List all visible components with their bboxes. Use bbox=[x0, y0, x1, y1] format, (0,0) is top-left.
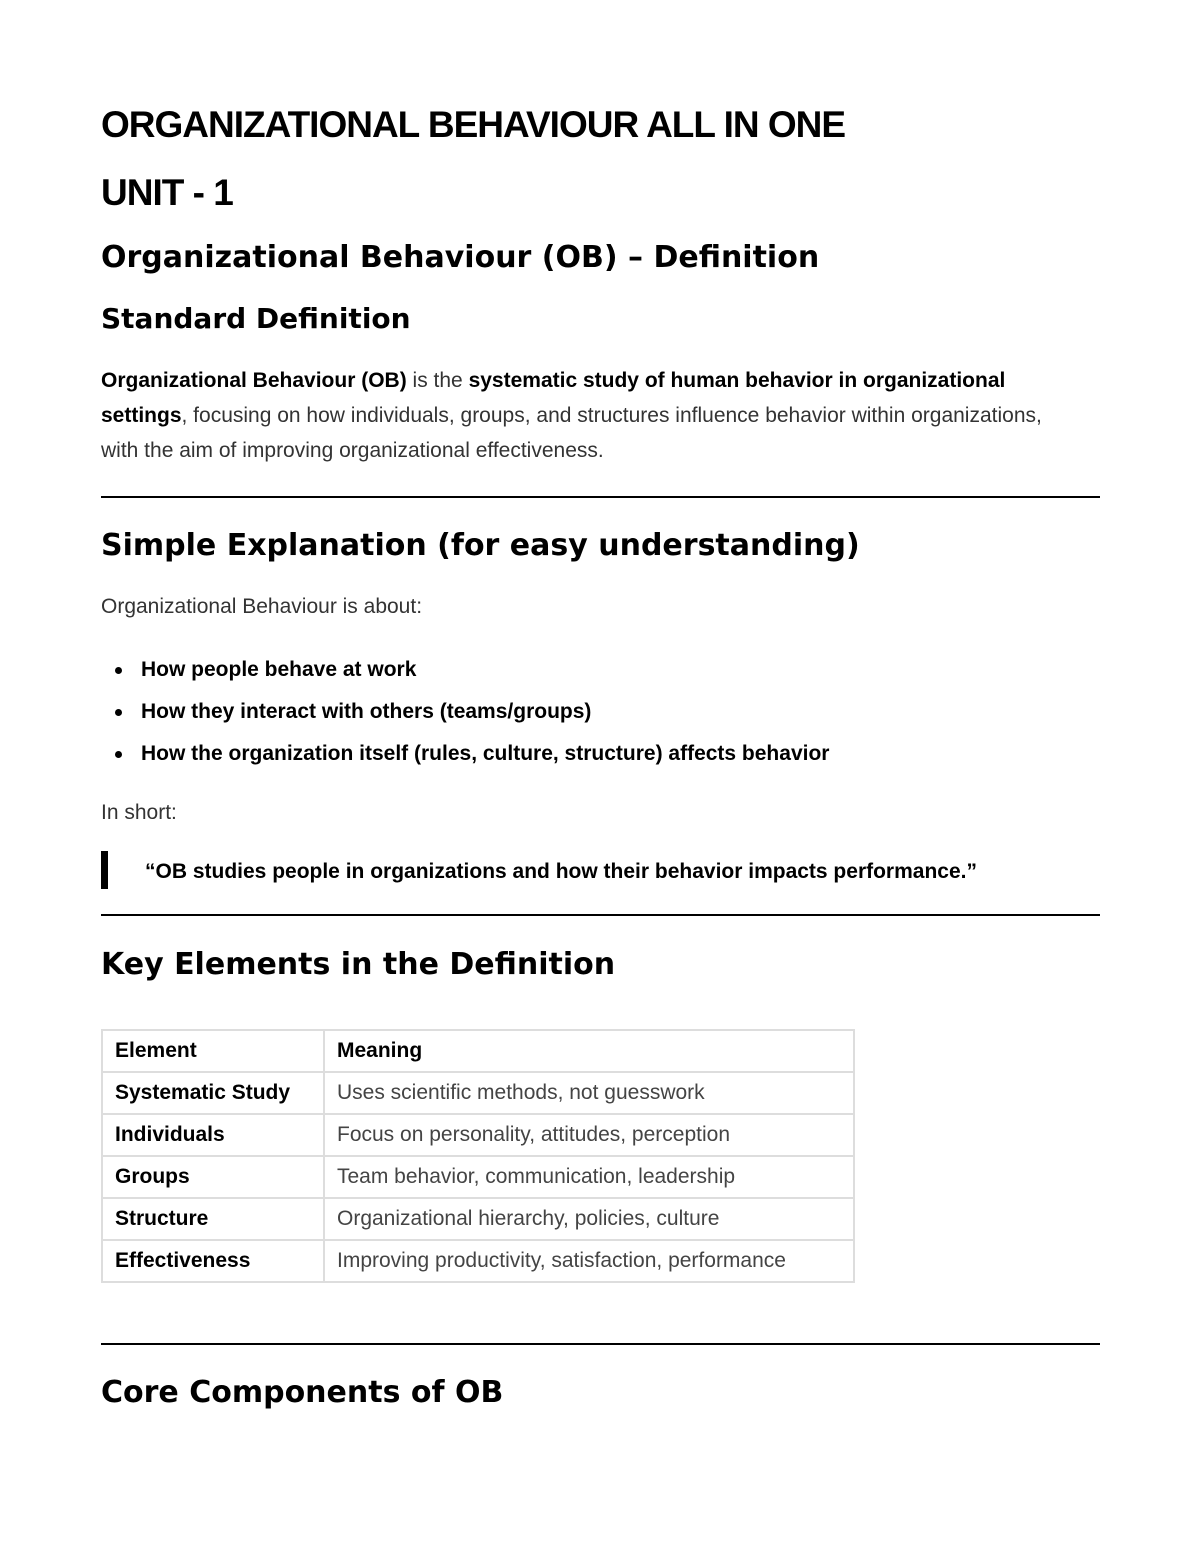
list-item-text: How people behave at work bbox=[141, 658, 417, 681]
definition-rest: , focusing on how individuals, groups, and structures influence behavior within organizations, with the aim of improving organizational effectiveness. bbox=[101, 404, 1042, 462]
list-item bbox=[101, 659, 829, 701]
table-header-row bbox=[102, 1030, 854, 1072]
section-divider bbox=[101, 914, 1100, 916]
key-elements-heading: Key Elements in the Definition bbox=[101, 947, 616, 982]
list-item-text: How they interact with others (teams/groups) bbox=[141, 700, 592, 723]
table-row bbox=[102, 1240, 854, 1282]
definition-heading: Organizational Behaviour (OB) – Definition bbox=[101, 240, 820, 275]
table-cell-element: Groups bbox=[102, 1156, 324, 1198]
key-elements-table bbox=[101, 1029, 855, 1283]
table-cell-meaning: Uses scientific methods, not guesswork bbox=[324, 1072, 854, 1114]
table-row bbox=[102, 1198, 854, 1240]
core-components-heading: Core Components of OB bbox=[101, 1375, 504, 1410]
bullet-dot-icon bbox=[115, 667, 122, 674]
table-cell-element: Individuals bbox=[102, 1114, 324, 1156]
table-row bbox=[102, 1156, 854, 1198]
definition-connector: is the bbox=[406, 369, 469, 392]
list-item bbox=[101, 743, 829, 785]
table-cell-meaning: Organizational hierarchy, policies, culture bbox=[324, 1198, 854, 1240]
table-row bbox=[102, 1114, 854, 1156]
list-item-text: How the organization itself (rules, culture, structure) affects behavior bbox=[141, 742, 830, 765]
table-cell-element: Systematic Study bbox=[102, 1072, 324, 1114]
simple-explanation-heading: Simple Explanation (for easy understanding) bbox=[101, 528, 860, 563]
table-cell-meaning: Focus on personality, attitudes, perception bbox=[324, 1114, 854, 1156]
table-cell-element: Structure bbox=[102, 1198, 324, 1240]
table-cell-meaning: Team behavior, communication, leadership bbox=[324, 1156, 854, 1198]
bullet-dot-icon bbox=[115, 709, 122, 716]
in-short-label: In short: bbox=[101, 801, 177, 824]
section-divider bbox=[101, 496, 1100, 498]
list-item bbox=[101, 701, 829, 743]
blockquote-bar bbox=[101, 851, 108, 889]
standard-definition-heading: Standard Definition bbox=[101, 302, 411, 335]
unit-title: UNIT - 1 bbox=[101, 172, 233, 213]
table-row bbox=[102, 1072, 854, 1114]
definition-term: Organizational Behaviour (OB) bbox=[101, 369, 407, 392]
blockquote-text: “OB studies people in organizations and how their behavior impacts performance.” bbox=[145, 860, 977, 883]
definition-emphasis: systematic study of human behavior in organizational settings bbox=[101, 369, 1006, 427]
section-divider bbox=[101, 1343, 1100, 1345]
definition-paragraph bbox=[101, 363, 1061, 468]
document-title: ORGANIZATIONAL BEHAVIOUR ALL IN ONE bbox=[101, 104, 846, 145]
simple-bullet-list bbox=[101, 659, 829, 785]
table-cell-element: Effectiveness bbox=[102, 1240, 324, 1282]
table-header-meaning: Meaning bbox=[324, 1030, 854, 1072]
table-header-element: Element bbox=[102, 1030, 324, 1072]
table-cell-meaning: Improving productivity, satisfaction, performance bbox=[324, 1240, 854, 1282]
bullet-dot-icon bbox=[115, 751, 122, 758]
simple-intro: Organizational Behaviour is about: bbox=[101, 595, 423, 618]
